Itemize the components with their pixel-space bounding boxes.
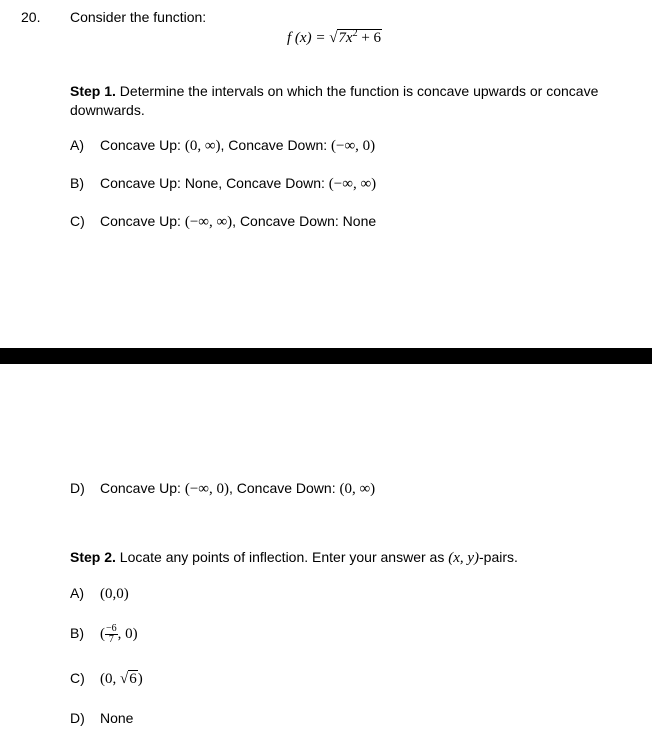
option-value: ( $\frac{-6}{7}$ , 0): [100, 623, 138, 645]
sqrt-radicand: 6: [129, 671, 137, 687]
option-letter: D): [70, 710, 85, 726]
option-value: None: [100, 710, 134, 726]
step2-text: Locate any points of inflection. Enter your answer as: [119, 549, 449, 565]
fraction: [105, 624, 118, 645]
fraction-numerator: −6: [106, 623, 117, 634]
question-number: 20.: [21, 9, 41, 25]
step1-text-line2: downwards.: [70, 102, 145, 118]
option-math: (−∞, ∞): [184, 214, 233, 230]
option-letter: C): [70, 670, 85, 686]
step2-text-end: -pairs.: [479, 549, 518, 565]
step1-heading: [70, 83, 598, 99]
option-mid: , Concave Down:: [228, 480, 340, 496]
step2-math: (x, y): [448, 550, 480, 566]
step2-heading: [70, 549, 518, 567]
option-letter: A): [70, 585, 84, 601]
option-math: (−∞, 0): [331, 138, 376, 154]
fraction-denominator: 7: [108, 634, 114, 645]
option-math: (0, ∞): [184, 138, 221, 154]
option-mid: , Concave Down: None: [232, 213, 377, 229]
function-formula: [287, 28, 382, 47]
option-pre: (0,: [100, 671, 120, 687]
option-text: Concave Up:: [100, 480, 185, 496]
option-math: (0, ∞): [339, 481, 376, 497]
step2-option-b[interactable]: [70, 624, 138, 645]
step2-option-a[interactable]: [70, 585, 129, 603]
page-separator-bar: [0, 348, 652, 364]
step2-option-c[interactable]: [70, 670, 143, 688]
sqrt-symbol: √6: [120, 671, 137, 687]
option-text: Concave Up:: [100, 137, 185, 153]
option-letter: A): [70, 137, 84, 153]
option-text: Concave Up:: [100, 213, 185, 229]
step2-option-d[interactable]: [70, 710, 133, 726]
radicand-rest: + 6: [357, 30, 382, 46]
option-tail: , 0): [117, 625, 138, 642]
option-value: (0,0): [100, 586, 129, 602]
option-math: (−∞, 0): [184, 481, 229, 497]
question-prompt: Consider the function:: [70, 9, 207, 25]
function-lhs: f (x) =: [287, 30, 326, 46]
option-letter: C): [70, 213, 85, 229]
option-math: (−∞, ∞): [328, 176, 377, 192]
step1-option-c[interactable]: [70, 213, 376, 231]
step1-option-a[interactable]: [70, 137, 375, 155]
radicand-coef: 7x: [338, 30, 353, 46]
option-text: Concave Up: None, Concave Down:: [100, 175, 329, 191]
radicand-exp: 2: [352, 28, 358, 39]
step1-option-b[interactable]: [70, 175, 376, 193]
option-post: ): [137, 671, 143, 687]
step1-label: Step 1.: [70, 83, 116, 99]
option-letter: B): [70, 624, 84, 641]
step1-text: Determine the intervals on which the function is concave upwards or concave: [119, 83, 599, 99]
option-letter: D): [70, 480, 85, 496]
option-value: [100, 671, 143, 687]
option-mid: , Concave Down:: [220, 137, 332, 153]
step1-option-d[interactable]: [70, 480, 375, 498]
option-letter: B): [70, 175, 84, 191]
sqrt-symbol: $√7x^2 + 6$: [329, 28, 382, 46]
step2-label: Step 2.: [70, 549, 116, 565]
